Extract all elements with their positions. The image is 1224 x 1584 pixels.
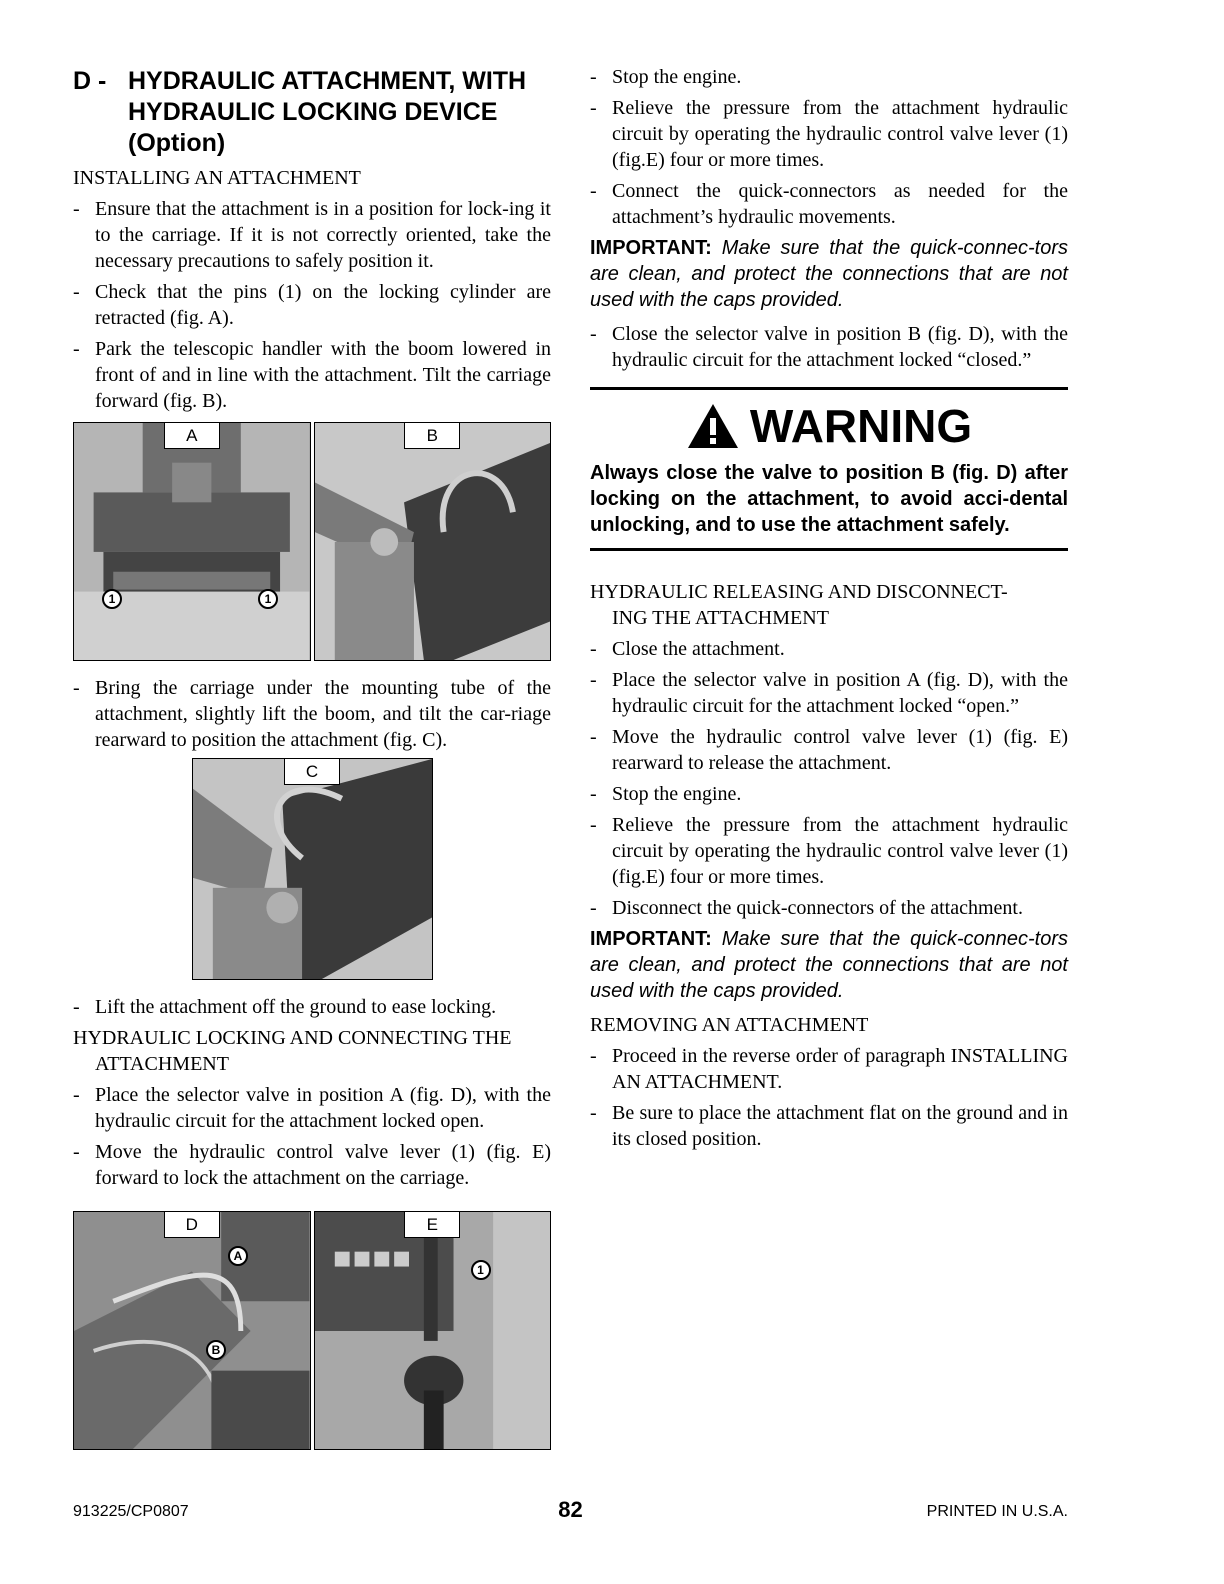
list-item-text: Disconnect the quick-connectors of the attachment. (612, 897, 1023, 919)
bullet-dash: - (590, 814, 597, 836)
installing-title: INSTALLING AN ATTACHMENT (73, 167, 361, 189)
bullet-dash: - (73, 677, 80, 699)
figure-d (73, 1211, 311, 1450)
figure-e-photo (315, 1212, 551, 1449)
doc-code: 913225/CP0807 (73, 1503, 189, 1520)
list-item (73, 279, 551, 331)
list-item (590, 781, 1068, 807)
list-item-text: Ensure that the attachment is in a position for lock-ing it to the carriage. If it is not correctly oriented, take the necessary precautions to safely position it. (95, 198, 551, 272)
releasing-title (590, 579, 1068, 631)
list-item (590, 321, 1068, 373)
important-text: Make sure that the quick-connec-tors are clean, and protect the connections that are not used with the caps provided. (590, 928, 1068, 1002)
list-item-text: Close the attachment. (612, 638, 785, 660)
section-heading (73, 66, 551, 159)
list-item-text: Park the telescopic handler with the boom lowered in front of and in line with the attachment. Tilt the carriage forward (fig. B). (95, 338, 551, 412)
figure-b-label: B (404, 423, 460, 449)
heading-line-2: HYDRAULIC LOCKING DEVICE (128, 98, 498, 126)
list-item-text: Connect the quick-connectors as needed for the attachment’s hydraulic movements. (612, 180, 1068, 228)
page-number: 82 (558, 1497, 583, 1522)
figure-a (73, 422, 311, 661)
list-item-text: Check that the pins (1) on the locking cylinder are retracted (fig. A). (95, 281, 551, 329)
figure-e (314, 1211, 552, 1450)
figure-c-label: C (284, 759, 340, 785)
important-label: IMPORTANT: (590, 237, 712, 259)
printed-note: PRINTED IN U.S.A. (926, 1503, 1068, 1520)
bullet-dash: - (590, 66, 597, 88)
bullet-dash: - (73, 1141, 80, 1163)
list-item (590, 724, 1068, 776)
list-item-text: Proceed in the reverse order of paragraph INSTALLING AN ATTACHMENT. (612, 1045, 1068, 1093)
warning-text: Always close the valve to position B (fig. D) after locking on the attachment, to avoid acci-dental unlocking, and to use the attachment safely. (590, 462, 1068, 536)
figure-b-photo (315, 423, 551, 660)
bullet-dash: - (73, 198, 80, 220)
figure-d-photo (74, 1212, 310, 1449)
figure-b (314, 422, 552, 661)
list-item (590, 1100, 1068, 1152)
list-item-text: Place the selector valve in position A (fig. D), with the hydraulic circuit for the attachment locked “open.” (612, 669, 1068, 717)
locking-title (73, 1025, 551, 1077)
list-item (590, 636, 1068, 662)
bullet-dash: - (73, 1084, 80, 1106)
releasing-title-line-1: HYDRAULIC RELEASING AND DISCONNECT- (590, 581, 1008, 603)
right-column (590, 64, 1068, 1157)
warning-triangle-icon (686, 402, 740, 450)
callout-1: 1 (471, 1260, 491, 1280)
list-item (590, 1043, 1068, 1095)
warning-title: WARNING (749, 400, 973, 452)
bullet-dash: - (73, 338, 80, 360)
list-item-text: Bring the carriage under the mounting tube of the attachment, slightly lift the boom, and tilt the car-riage rearward to position the attachment (fig. C). (95, 677, 551, 751)
heading-prefix: D - (73, 67, 107, 95)
callout-a: A (228, 1246, 248, 1266)
figure-a-label: A (164, 423, 220, 449)
figure-c-photo (193, 759, 432, 979)
list-item-text: Be sure to place the attachment flat on the ground and in its closed position. (612, 1102, 1068, 1150)
left-column (73, 64, 551, 1464)
list-item (590, 812, 1068, 890)
list-item-text: Stop the engine. (612, 783, 742, 805)
list-item (590, 64, 1068, 90)
locking-title-line-1: HYDRAULIC LOCKING AND CONNECTING THE (73, 1027, 512, 1049)
bullet-dash: - (590, 783, 597, 805)
bullet-dash: - (590, 638, 597, 660)
list-item (73, 994, 551, 1020)
list-item-text: Move the hydraulic control valve lever (1) (fig. E) rearward to release the attachment. (612, 726, 1068, 774)
bullet-dash: - (590, 897, 597, 919)
figure-a-photo (74, 423, 310, 660)
important-text: Make sure that the quick-connec-tors are clean, and protect the connections that are not used with the caps provided. (590, 237, 1068, 311)
figure-c (192, 758, 433, 980)
bullet-dash: - (73, 996, 80, 1018)
list-item (73, 336, 551, 414)
callout-1: 1 (102, 589, 122, 609)
figure-e-label: E (404, 1212, 460, 1238)
list-item-text: Stop the engine. (612, 66, 742, 88)
list-item (73, 196, 551, 274)
important-note (590, 235, 1068, 313)
list-item (73, 1082, 551, 1134)
bullet-dash: - (590, 180, 597, 202)
locking-title-line-2: ATTACHMENT (95, 1053, 229, 1075)
warning-box (590, 387, 1068, 551)
list-item-text: Close the selector valve in position B (fig. D), with the hydraulic circuit for the attachment locked “closed.” (612, 323, 1068, 371)
bullet-dash: - (590, 323, 597, 345)
callout-1: 1 (258, 589, 278, 609)
list-item-text: Lift the attachment off the ground to ease locking. (95, 996, 497, 1018)
list-item-text: Relieve the pressure from the attachment hydraulic circuit by operating the hydraulic control valve lever (1) (fig.E) four or more times. (612, 814, 1068, 888)
list-item (590, 667, 1068, 719)
list-item (590, 178, 1068, 230)
important-label: IMPORTANT: (590, 928, 712, 950)
bullet-dash: - (590, 726, 597, 748)
bullet-dash: - (590, 97, 597, 119)
list-item-text: Place the selector valve in position A (fig. D), with the hydraulic circuit for the attachment locked open. (95, 1084, 551, 1132)
figure-row-de (73, 1211, 551, 1450)
list-item (590, 895, 1068, 921)
removing-title: REMOVING AN ATTACHMENT (590, 1014, 869, 1036)
bullet-dash: - (73, 281, 80, 303)
bullet-dash: - (590, 1045, 597, 1067)
callout-b: B (206, 1340, 226, 1360)
list-item (73, 1139, 551, 1191)
bullet-dash: - (590, 1102, 597, 1124)
important-note (590, 926, 1068, 1004)
releasing-title-line-2: ING THE ATTACHMENT (612, 607, 829, 629)
list-item-text: Relieve the pressure from the attachment hydraulic circuit by operating the hydraulic control valve lever (1) (fig.E) four or more times. (612, 97, 1068, 171)
figure-d-label: D (164, 1212, 220, 1238)
heading-line-3: (Option) (128, 129, 226, 157)
warning-header (590, 398, 1068, 454)
figure-row-ab (73, 422, 551, 661)
page-footer (73, 1497, 1068, 1527)
list-item (590, 95, 1068, 173)
list-item-text: Move the hydraulic control valve lever (1) (fig. E) forward to lock the attachment on the carriage. (95, 1141, 551, 1189)
heading-line-1: HYDRAULIC ATTACHMENT, WITH (128, 67, 527, 95)
list-item (73, 675, 551, 753)
bullet-dash: - (590, 669, 597, 691)
